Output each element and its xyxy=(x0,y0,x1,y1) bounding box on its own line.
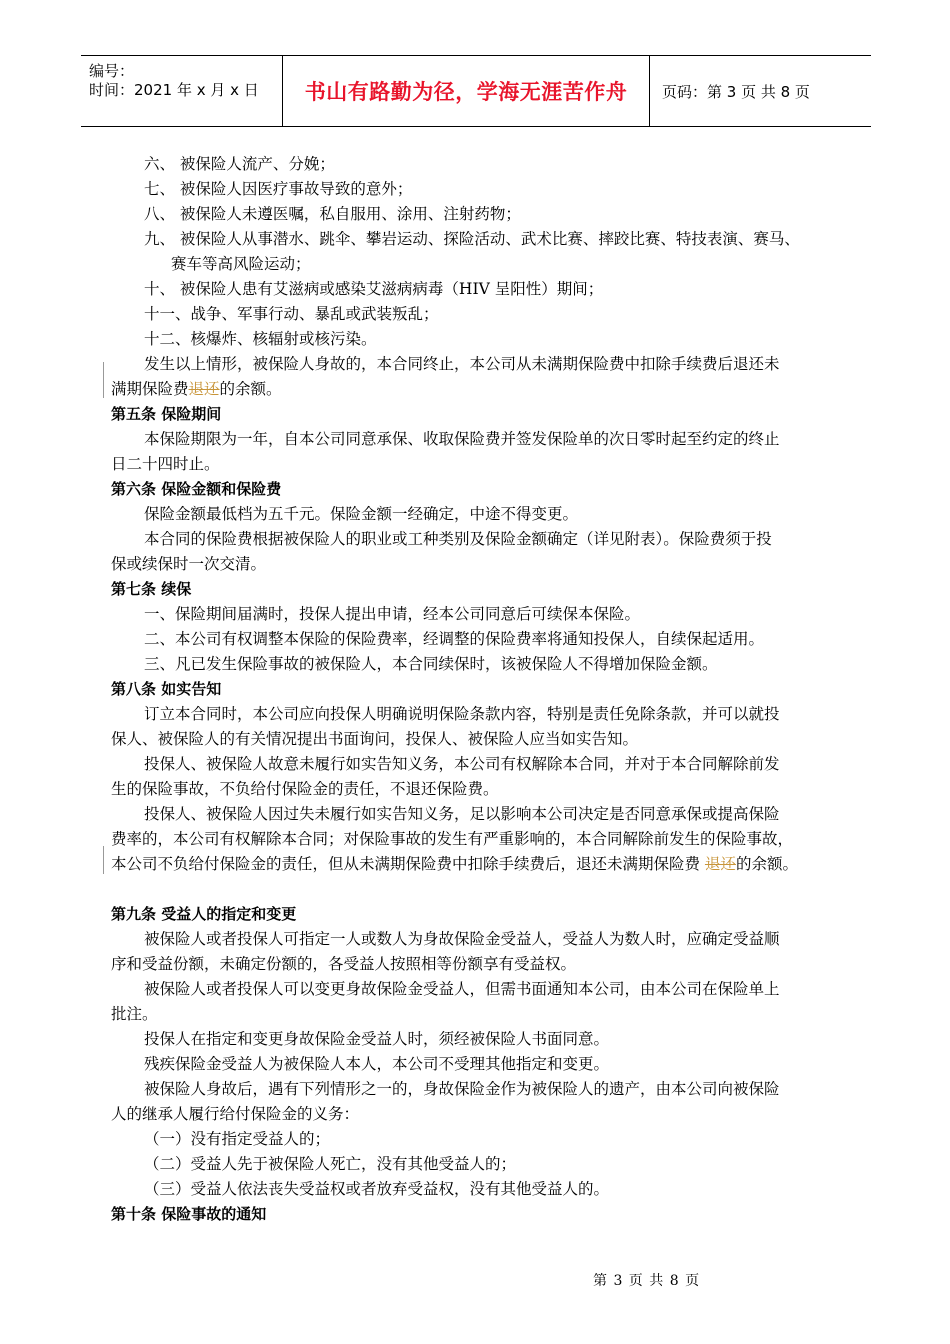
spacer xyxy=(111,877,851,902)
paragraph: 二、本公司有权调整本保险的保险费率，经调整的保险费率将通知投保人，自续保起适用。 xyxy=(144,630,765,648)
revision-bar xyxy=(103,846,104,874)
document-number-label: 编号： xyxy=(89,62,135,80)
page-header xyxy=(81,55,871,127)
section-heading: 第五条 保险期间 xyxy=(111,405,222,423)
text-run: 的余额。 xyxy=(219,380,282,398)
paragraph xyxy=(111,377,851,402)
deleted-text: 退还 xyxy=(704,855,736,873)
header-meta xyxy=(81,56,282,126)
section-heading: 第七条 续保 xyxy=(111,580,192,598)
paragraph: 保或续保时一次交清。 xyxy=(111,555,267,573)
clause-item: 十二、核爆炸、核辐射或核污染。 xyxy=(144,330,377,348)
paragraph: 本合同的保险费根据被保险人的职业或工种类别及保险金额确定（详见附表）。保险费须于投 xyxy=(144,530,772,548)
paragraph: 投保人在指定和变更身故保险金受益人时，须经被保险人书面同意。 xyxy=(144,1030,610,1048)
paragraph: 被保险人或者投保人可指定一人或数人为身故保险金受益人，受益人为数人时，应确定受益顺 xyxy=(144,930,780,948)
paragraph: 费率的，本公司有权解除本合同；对保险事故的发生有严重影响的，本合同解除前发生的保险事故， xyxy=(111,830,794,848)
paragraph: 批注。 xyxy=(111,1005,158,1023)
section-heading: 第九条 受益人的指定和变更 xyxy=(111,905,297,923)
clause-item: 七、 被保险人因医疗事故导致的意外； xyxy=(144,180,413,198)
paragraph: 订立本合同时，本公司应向投保人明确说明保险条款内容，特别是责任免除条款，并可以就投 xyxy=(144,705,780,723)
section-heading: 第六条 保险金额和保险费 xyxy=(111,480,282,498)
header-motto: 书山有路勤为径，学海无涯苦作舟 xyxy=(282,56,650,126)
clause-item-continued: 赛车等高风险运动； xyxy=(171,255,311,273)
paragraph: 一、保险期间届满时，投保人提出申请，经本公司同意后可续保本保险。 xyxy=(144,605,641,623)
header-page-info: 页码：第 3 页 共 8 页 xyxy=(662,82,810,101)
paragraph: 投保人、被保险人故意未履行如实告知义务，本公司有权解除本合同，并对于本合同解除前发 xyxy=(144,755,780,773)
page-footer: 第 3 页 共 8 页 xyxy=(593,1273,701,1289)
paragraph: 保人、被保险人的有关情况提出书面询问，投保人、被保险人应当如实告知。 xyxy=(111,730,639,748)
document-date: 时间：2021 年 x 月 x 日 xyxy=(89,81,259,99)
document-body xyxy=(111,152,851,1227)
clause-item: 十一、战争、军事行动、暴乱或武装叛乱； xyxy=(144,305,439,323)
paragraph: 投保人、被保险人因过失未履行如实告知义务，足以影响本公司决定是否同意承保或提高保险 xyxy=(144,805,780,823)
paragraph xyxy=(111,852,851,877)
paragraph: 被保险人或者投保人可以变更身故保险金受益人，但需书面通知本公司，由本公司在保险单上 xyxy=(144,980,780,998)
paragraph: 人的继承人履行给付保险金的义务： xyxy=(111,1105,360,1123)
clause-item: 六、 被保险人流产、分娩； xyxy=(144,155,335,173)
paragraph: 残疾保险金受益人为被保险人本人，本公司不受理其他指定和变更。 xyxy=(144,1055,610,1073)
paragraph: 日二十四时止。 xyxy=(111,455,220,473)
list-item: （二）受益人先于被保险人死亡，没有其他受益人的； xyxy=(144,1155,517,1173)
clause-item: 十、 被保险人患有艾滋病或感染艾滋病病毒（HIV 呈阳性）期间； xyxy=(144,280,604,298)
paragraph: 序和受益份额，未确定份额的，各受益人按照相等份额享有受益权。 xyxy=(111,955,577,973)
deleted-text: 退还 xyxy=(188,380,220,398)
clause-item: 九、 被保险人从事潜水、跳伞、攀岩运动、探险活动、武术比赛、摔跤比赛、特技表演、赛马、 xyxy=(144,230,800,248)
paragraph: 生的保险事故，不负给付保险金的责任，不退还保险费。 xyxy=(111,780,499,798)
text-run: 满期保险费 xyxy=(111,380,189,398)
paragraph: 本保险期限为一年，自本公司同意承保、收取保险费并签发保险单的次日零时起至约定的终止 xyxy=(144,430,780,448)
section-heading: 第十条 保险事故的通知 xyxy=(111,1205,267,1223)
paragraph: 保险金额最低档为五千元。保险金额一经确定，中途不得变更。 xyxy=(144,505,579,523)
text-run: 的余额。 xyxy=(735,855,798,873)
paragraph: 发生以上情形，被保险人身故的，本合同终止，本公司从未满期保险费中扣除手续费后退还未 xyxy=(144,355,780,373)
paragraph: 被保险人身故后，遇有下列情形之一的，身故保险金作为被保险人的遗产，由本公司向被保险 xyxy=(144,1080,780,1098)
clause-item: 八、 被保险人未遵医嘱，私自服用、涂用、注射药物； xyxy=(144,205,521,223)
revision-bar xyxy=(103,362,104,398)
paragraph: 三、凡已发生保险事故的被保险人，本合同续保时，该被保险人不得增加保险金额。 xyxy=(144,655,718,673)
text-run: 本公司不负给付保险金的责任，但从未满期保险费中扣除手续费后，退还未满期保险费 xyxy=(111,855,705,873)
list-item: （三）受益人依法丧失受益权或者放弃受益权，没有其他受益人的。 xyxy=(144,1180,610,1198)
list-item: （一）没有指定受益人的； xyxy=(144,1130,331,1148)
section-heading: 第八条 如实告知 xyxy=(111,680,222,698)
